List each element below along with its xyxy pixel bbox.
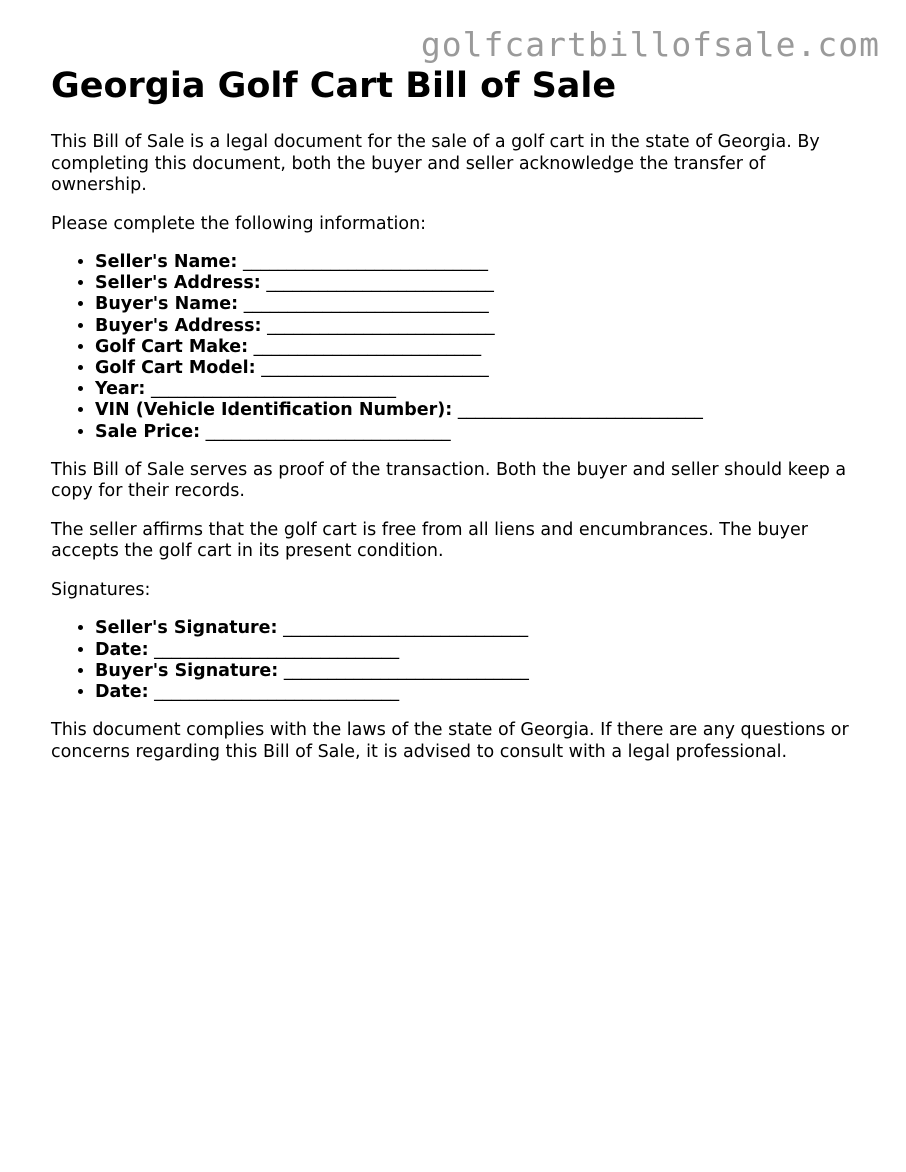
site-watermark: golfcartbillofsale.com (420, 25, 880, 64)
field-year[interactable] (95, 379, 861, 400)
field-label: Golf Cart Make: (95, 336, 249, 357)
affirmation-paragraph: The seller affirms that the golf cart is free from all liens and encumbrances. The buyer accepts the golf cart in its present condition. (51, 519, 808, 562)
field-sellers-name[interactable] (95, 252, 861, 273)
field-label: Buyer's Address: (95, 315, 262, 336)
field-vin[interactable] (95, 400, 861, 421)
document-title: Georgia Golf Cart Bill of Sale (51, 66, 617, 106)
field-blank-line[interactable]: ____________________________ (154, 639, 400, 660)
field-label: Golf Cart Model: (95, 358, 256, 379)
field-label: Year: (95, 379, 146, 400)
field-blank-line[interactable]: ____________________________ (242, 252, 488, 272)
field-sellers-signature[interactable] (95, 618, 861, 639)
information-field-list (51, 252, 861, 443)
field-golf-cart-make[interactable] (95, 337, 861, 358)
field-blank-line[interactable]: ____________________________ (150, 379, 396, 400)
field-buyers-address[interactable] (95, 316, 861, 337)
field-blank-line[interactable]: __________________________ (266, 273, 494, 294)
document-body (51, 64, 861, 780)
field-label: Seller's Address: (95, 273, 261, 294)
field-blank-line[interactable]: ____________________________ (205, 421, 451, 442)
field-blank-line[interactable]: ____________________________ (283, 660, 529, 681)
field-buyers-signature[interactable] (95, 661, 861, 682)
field-label: Date: (95, 681, 149, 702)
field-golf-cart-model[interactable] (95, 358, 861, 379)
field-label: VIN (Vehicle Identification Number): (95, 400, 453, 421)
field-sellers-address[interactable] (95, 273, 861, 294)
field-blank-line[interactable]: ____________________________ (457, 400, 703, 421)
signature-field-list (51, 618, 861, 703)
field-blank-line[interactable]: __________________________ (267, 315, 495, 336)
instruction-paragraph: Please complete the following information: (51, 213, 427, 234)
intro-paragraph: This Bill of Sale is a legal document for the sale of a golf cart in the state of Georgia. By completing this document, both the buyer and seller acknowledge the transfer of ownership. (51, 132, 820, 195)
field-label: Date: (95, 639, 149, 660)
field-label: Sale Price: (95, 421, 201, 442)
field-label: Buyer's Name: (95, 294, 239, 315)
proof-paragraph: This Bill of Sale serves as proof of the transaction. Both the buyer and seller should keep a copy for their records. (51, 459, 847, 502)
signatures-heading: Signatures: (51, 579, 151, 600)
field-buyers-name[interactable] (95, 294, 861, 315)
field-blank-line[interactable]: __________________________ (253, 336, 482, 357)
field-sale-price[interactable] (95, 422, 861, 443)
field-seller-date[interactable] (95, 640, 861, 661)
field-label: Buyer's Signature: (95, 660, 279, 681)
field-blank-line[interactable]: ____________________________ (243, 294, 489, 315)
field-buyer-date[interactable] (95, 682, 861, 703)
field-blank-line[interactable]: ____________________________ (154, 681, 400, 702)
field-label: Seller's Name: (95, 252, 238, 272)
field-label: Seller's Signature: (95, 618, 278, 639)
field-blank-line[interactable]: __________________________ (261, 358, 489, 379)
field-blank-line[interactable]: ____________________________ (283, 618, 529, 639)
compliance-paragraph: This document complies with the laws of the state of Georgia. If there are any questions or concerns regarding this Bill of Sale, it is advised to consult with a legal professional. (51, 720, 849, 762)
